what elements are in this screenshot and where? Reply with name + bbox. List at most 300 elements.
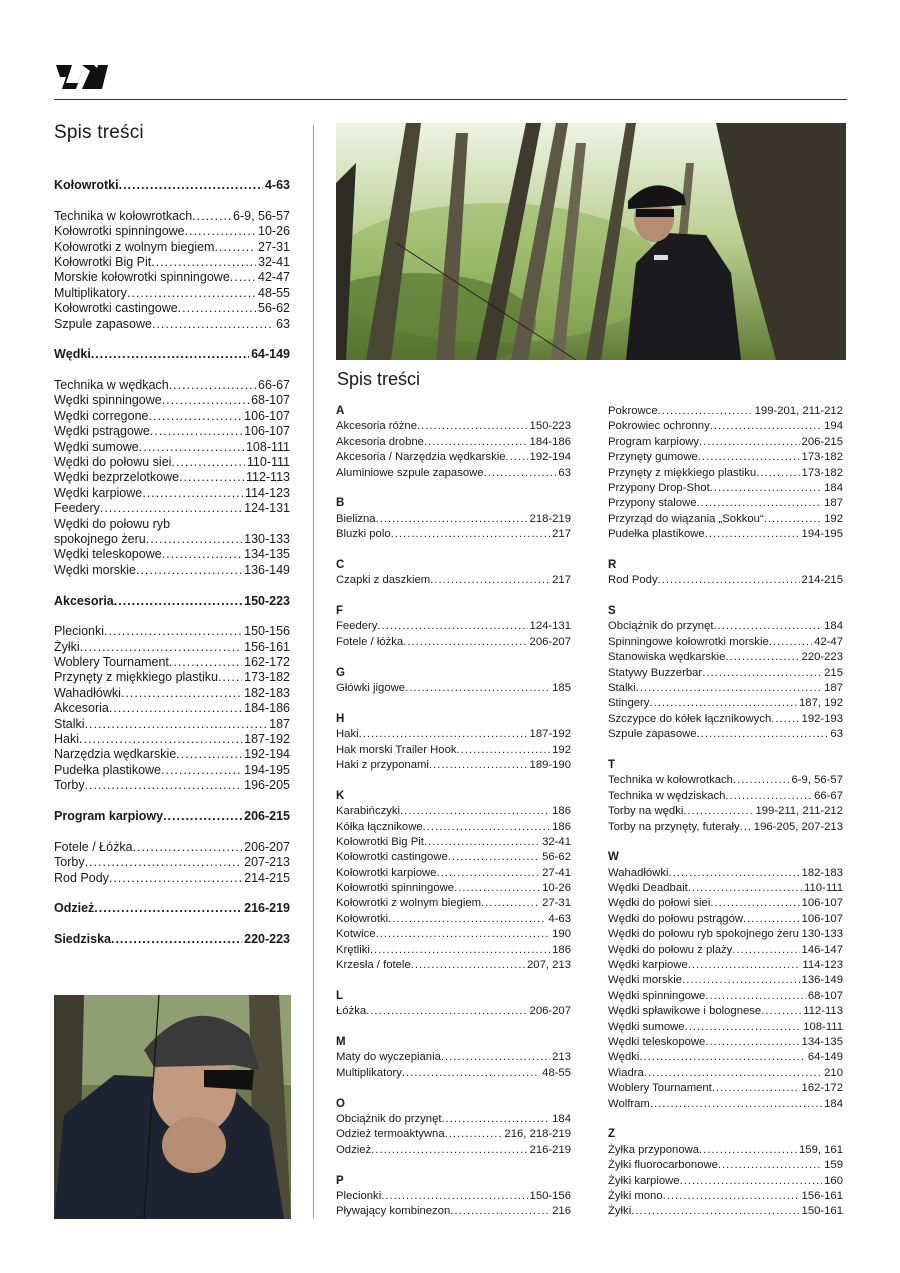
toc-entry-pages: 56-62 bbox=[542, 851, 571, 864]
toc-entry-pages: 66-67 bbox=[814, 789, 843, 802]
toc-entry[interactable] bbox=[54, 901, 290, 916]
toc-entry[interactable] bbox=[608, 958, 843, 973]
toc-entry[interactable] bbox=[336, 1004, 571, 1019]
leader-dots bbox=[743, 912, 800, 927]
leader-dots bbox=[121, 686, 242, 701]
toc-entry[interactable] bbox=[54, 224, 290, 239]
toc-entry-pages: 185 bbox=[552, 682, 571, 695]
toc-entry-pages: 206-207 bbox=[244, 839, 290, 854]
leader-dots bbox=[712, 1081, 800, 1096]
toc-entry[interactable] bbox=[608, 804, 843, 819]
toc-entry-label: Program karpiowy bbox=[608, 435, 700, 448]
toc-entry[interactable] bbox=[54, 178, 290, 193]
toc-entry-label: Kołowrotki karpiowe bbox=[336, 866, 437, 879]
toc-entry-pages: 196-205 bbox=[244, 778, 290, 793]
toc-entry-label: Szczypce do kółek łącznikowych bbox=[608, 712, 772, 725]
index-letter: A bbox=[336, 405, 345, 417]
toc-entry[interactable] bbox=[608, 681, 843, 696]
toc-entry[interactable] bbox=[608, 450, 843, 465]
toc-entry[interactable] bbox=[336, 419, 571, 434]
toc-entry-pages: 187 bbox=[824, 497, 843, 510]
toc-entry-label: Wędki do połowu ryb spokojnego żeru bbox=[608, 928, 799, 941]
index-letter: B bbox=[336, 497, 345, 510]
toc-entry-pages: 192-194 bbox=[244, 747, 290, 762]
toc-entry-pages: 207, 213 bbox=[527, 959, 571, 972]
toc-entry-label: Wędki corregone bbox=[54, 408, 149, 423]
index-letter: F bbox=[336, 605, 344, 618]
toc-entry[interactable] bbox=[54, 532, 290, 547]
leader-dots bbox=[162, 393, 249, 408]
toc-entry-label: Obciążnik do przynęt bbox=[336, 1112, 442, 1125]
toc-entry[interactable] bbox=[336, 866, 571, 881]
toc-entry-pages: 159, 161 bbox=[799, 1143, 843, 1156]
toc-entry[interactable] bbox=[54, 855, 290, 870]
toc-entry[interactable] bbox=[608, 527, 843, 542]
toc-entry[interactable] bbox=[608, 927, 843, 942]
toc-entry[interactable] bbox=[54, 301, 290, 316]
toc-entry-pages: 187-192 bbox=[244, 732, 290, 747]
leader-dots bbox=[163, 809, 242, 824]
toc-entry[interactable] bbox=[608, 1020, 843, 1035]
leader-dots bbox=[359, 727, 528, 742]
leader-dots bbox=[430, 573, 550, 588]
toc-entry[interactable] bbox=[336, 619, 571, 634]
toc-entry[interactable] bbox=[608, 1204, 843, 1219]
toc-entry-label: Haki bbox=[54, 732, 80, 747]
toc-entry[interactable] bbox=[54, 640, 290, 655]
toc-entry[interactable] bbox=[54, 871, 290, 886]
index-letter: M bbox=[336, 1036, 346, 1049]
toc-entry-label: Spinningowe kołowrotki morskie bbox=[608, 635, 769, 648]
toc-entry[interactable] bbox=[608, 650, 843, 665]
toc-entry[interactable] bbox=[608, 866, 843, 881]
toc-entry-label: Kołowrotki z wolnym biegiem bbox=[336, 897, 482, 910]
toc-entry-pages: 4-63 bbox=[548, 912, 571, 925]
leader-dots bbox=[457, 743, 551, 758]
toc-entry[interactable] bbox=[336, 897, 571, 912]
toc-entry[interactable] bbox=[336, 727, 571, 742]
toc-entry-pages: 4-63 bbox=[264, 178, 290, 192]
toc-entry[interactable] bbox=[608, 619, 843, 634]
toc-entry[interactable] bbox=[608, 666, 843, 681]
toc-entry-pages: 217 bbox=[552, 574, 571, 587]
toc-entry[interactable] bbox=[608, 789, 843, 804]
toc-entry[interactable] bbox=[336, 450, 571, 465]
toc-entry-pages: 187, 192 bbox=[799, 697, 843, 710]
toc-entry[interactable] bbox=[608, 897, 843, 912]
toc-entry-label: Program karpiowy bbox=[54, 809, 164, 823]
leader-dots bbox=[370, 943, 550, 958]
toc-entry[interactable] bbox=[336, 1112, 571, 1127]
leader-dots bbox=[699, 1143, 797, 1158]
leader-dots bbox=[152, 317, 274, 332]
toc-entry-label: Wędki sumowe bbox=[608, 1020, 685, 1033]
toc-entry[interactable] bbox=[608, 481, 843, 496]
leader-dots bbox=[688, 881, 802, 896]
toc-entry-label: Fotele / Łóżka bbox=[54, 839, 133, 854]
toc-entry-pages: 194-195 bbox=[801, 528, 843, 541]
toc-entry-label: Wędki morskie bbox=[608, 974, 683, 987]
toc-entry-pages: 186 bbox=[552, 820, 571, 833]
toc-entry-pages: 64-149 bbox=[251, 347, 290, 362]
toc-entry-label: Przynęty z miękkiego plastiku bbox=[54, 670, 218, 685]
toc-entry[interactable] bbox=[54, 255, 290, 270]
toc-entry[interactable] bbox=[336, 881, 571, 896]
leader-dots bbox=[119, 178, 263, 193]
toc-entry-pages: 206-207 bbox=[529, 635, 571, 648]
leader-dots bbox=[436, 866, 540, 881]
toc-entry-label: Rod Pody bbox=[608, 574, 658, 587]
toc-entry-label: Szpule zapasowe bbox=[608, 728, 697, 741]
leader-dots bbox=[400, 804, 550, 819]
toc-entry[interactable] bbox=[54, 409, 290, 424]
toc-entry[interactable] bbox=[336, 1143, 571, 1158]
toc-entry[interactable] bbox=[336, 912, 571, 927]
toc-entry[interactable] bbox=[54, 655, 290, 670]
toc-entry-pages: 216-219 bbox=[244, 901, 290, 916]
toc-entry-pages: 162-172 bbox=[801, 1082, 843, 1095]
toc-entry[interactable] bbox=[608, 989, 843, 1004]
toc-entry[interactable] bbox=[608, 973, 843, 988]
toc-entry-label: Kołowrotki spinningowe bbox=[54, 224, 185, 239]
toc-entry[interactable] bbox=[608, 1097, 843, 1112]
toc-entry-pages: 206-215 bbox=[244, 809, 290, 823]
leader-dots bbox=[176, 747, 242, 762]
toc-entry-label: Feedery bbox=[54, 501, 100, 516]
toc-entry-pages: 112-113 bbox=[245, 470, 290, 485]
leader-dots bbox=[481, 897, 540, 912]
toc-entry[interactable] bbox=[608, 773, 843, 788]
leader-dots bbox=[682, 973, 799, 988]
toc-entry[interactable] bbox=[54, 840, 290, 855]
toc-entry-label: Rod Pody bbox=[54, 870, 109, 885]
toc-entry-pages: 192-194 bbox=[529, 451, 571, 464]
toc-entry[interactable] bbox=[608, 696, 843, 711]
toc-entry-pages: 186 bbox=[552, 943, 571, 956]
leader-dots bbox=[371, 1143, 527, 1158]
toc-entry-label: Technika w wędziskach bbox=[608, 789, 726, 802]
toc-entry-label: Odzież termoaktywna bbox=[336, 1128, 445, 1141]
toc-entry-label: Czapki z daszkiem bbox=[336, 574, 431, 587]
toc-entry-label: Multiplikatory bbox=[54, 285, 127, 300]
leader-dots bbox=[411, 958, 525, 973]
toc-entry[interactable] bbox=[336, 512, 571, 527]
toc-entry[interactable] bbox=[336, 835, 571, 850]
toc-entry-label: Pływający kombinezon bbox=[336, 1205, 451, 1218]
leader-dots bbox=[424, 835, 540, 850]
leader-dots bbox=[85, 778, 243, 793]
toc-entry-pages: 130-133 bbox=[801, 928, 843, 941]
toc-entry[interactable] bbox=[608, 1035, 843, 1050]
toc-entry-label: Stalki bbox=[54, 716, 85, 731]
toc-entry-pages: 48-55 bbox=[542, 1066, 571, 1079]
toc-entry-pages: 66-67 bbox=[258, 378, 290, 393]
toc-entry[interactable] bbox=[608, 1143, 843, 1158]
toc-entry[interactable] bbox=[54, 763, 290, 778]
toc-entry-pages: 64-149 bbox=[807, 1051, 843, 1064]
index-letter: H bbox=[336, 712, 345, 725]
angler-forest-photo bbox=[336, 123, 846, 360]
leader-dots bbox=[424, 435, 528, 450]
toc-entry[interactable] bbox=[54, 393, 290, 408]
index-letter: C bbox=[336, 558, 345, 571]
leader-dots bbox=[149, 409, 243, 424]
toc-entry-pages: 187 bbox=[269, 716, 290, 731]
leader-dots bbox=[639, 1050, 805, 1065]
toc-entry[interactable] bbox=[608, 573, 843, 588]
toc-entry[interactable] bbox=[54, 701, 290, 716]
toc-entry[interactable] bbox=[54, 747, 290, 762]
toc-entry[interactable] bbox=[54, 209, 290, 224]
toc-entry-pages: 162-172 bbox=[244, 655, 290, 670]
leader-dots bbox=[151, 255, 256, 270]
toc-entry-label: Hak morski Trailer Hook bbox=[336, 743, 457, 756]
leader-dots bbox=[136, 563, 242, 578]
index-letter: Z bbox=[608, 1128, 616, 1141]
toc-entry-pages: 187 bbox=[824, 682, 843, 695]
toc-entry[interactable] bbox=[54, 671, 290, 686]
toc-entry-pages: 63 bbox=[276, 316, 290, 331]
toc-entry-pages: 136-149 bbox=[244, 562, 290, 577]
toc-entry[interactable] bbox=[336, 927, 571, 942]
toc-entry-label: Żyłka przyponowa bbox=[608, 1143, 700, 1156]
leader-dots bbox=[685, 1020, 802, 1035]
toc-entry-pages: 196-205, 207-213 bbox=[753, 820, 843, 833]
toc-entry[interactable] bbox=[608, 912, 843, 927]
toc-entry[interactable] bbox=[336, 820, 571, 835]
toc-entry[interactable] bbox=[54, 486, 290, 501]
toc-entry[interactable] bbox=[336, 466, 571, 481]
toc-entry[interactable] bbox=[54, 594, 290, 609]
toc-entry[interactable] bbox=[336, 1204, 571, 1219]
toc-entry-pages: 214-215 bbox=[801, 574, 843, 587]
toc-entry[interactable] bbox=[608, 512, 843, 527]
toc-entry-pages: 114-123 bbox=[802, 959, 843, 972]
toc-entry[interactable] bbox=[336, 527, 571, 542]
leader-dots bbox=[740, 820, 752, 835]
toc-entry-label: Szpule zapasowe bbox=[54, 316, 152, 331]
toc-entry[interactable] bbox=[336, 435, 571, 450]
toc-entry[interactable] bbox=[336, 1066, 571, 1081]
toc-entry-label: Wędki spinningowe bbox=[54, 393, 162, 408]
toc-entry[interactable] bbox=[608, 1189, 843, 1204]
toc-entry[interactable] bbox=[608, 1050, 843, 1065]
toc-entry[interactable] bbox=[54, 501, 290, 516]
toc-section bbox=[54, 809, 290, 886]
toc-entry-label: Aluminiowe szpule zapasowe bbox=[336, 466, 484, 479]
toc-entry[interactable] bbox=[54, 240, 290, 255]
toc-entry-label: Wiadra bbox=[608, 1066, 644, 1079]
leader-dots bbox=[161, 763, 242, 778]
toc-entry[interactable] bbox=[54, 347, 290, 362]
leader-dots bbox=[710, 419, 822, 434]
toc-entry-label: Przypony Drop-Shot bbox=[608, 481, 710, 494]
toc-section bbox=[54, 594, 290, 794]
toc-entry[interactable] bbox=[54, 547, 290, 562]
toc-entry-pages: 150-161 bbox=[801, 1205, 843, 1218]
toc-entry-label: Kołowrotki spinningowe bbox=[336, 882, 455, 895]
toc-entry[interactable] bbox=[608, 1174, 843, 1189]
toc-entry[interactable] bbox=[54, 717, 290, 732]
toc-entry[interactable] bbox=[54, 270, 290, 285]
toc-entry-label: Wahadłówki bbox=[54, 685, 121, 700]
leader-dots bbox=[366, 1004, 527, 1019]
toc-entry-pages: 150-223 bbox=[529, 420, 571, 433]
toc-entry-label: Obciążnik do przynęt bbox=[608, 620, 714, 633]
toc-entry-label: Wędki bbox=[608, 1051, 640, 1064]
toc-entry-label: Karabińczyki bbox=[336, 805, 401, 818]
leader-dots bbox=[650, 1097, 822, 1112]
toc-entry-label: Wędki do połowi siei bbox=[608, 897, 711, 910]
toc-entry-pages: 216-219 bbox=[529, 1143, 571, 1156]
toc-entry[interactable] bbox=[336, 943, 571, 958]
toc-entry[interactable] bbox=[608, 435, 843, 450]
toc-entry[interactable] bbox=[608, 881, 843, 896]
toc-entry[interactable] bbox=[54, 378, 290, 393]
toc-entry[interactable] bbox=[54, 470, 290, 485]
toc-entry[interactable] bbox=[336, 958, 571, 973]
toc-entry-pages: 159 bbox=[824, 1159, 843, 1172]
toc-entry-pages: 216, 218-219 bbox=[504, 1128, 571, 1141]
leader-dots bbox=[100, 501, 242, 516]
toc-entry[interactable] bbox=[54, 932, 290, 947]
toc-entry[interactable] bbox=[608, 943, 843, 958]
toc-entry[interactable] bbox=[54, 732, 290, 747]
toc-entry[interactable] bbox=[54, 686, 290, 701]
toc-entry[interactable] bbox=[336, 850, 571, 865]
toc-entry-pages: 192 bbox=[824, 512, 843, 525]
leader-dots bbox=[725, 650, 799, 665]
leader-dots bbox=[111, 932, 242, 947]
toc-entry-pages: 112-113 bbox=[803, 1005, 843, 1018]
toc-entry-pages: 124-131 bbox=[529, 620, 571, 633]
toc-entry-pages: 186 bbox=[552, 805, 571, 818]
toc-entry[interactable] bbox=[608, 820, 843, 835]
toc-entry-label: Kołowrotki bbox=[54, 178, 119, 192]
toc-entry[interactable] bbox=[608, 1158, 843, 1173]
leader-dots bbox=[94, 901, 242, 916]
leader-dots bbox=[171, 455, 244, 470]
toc-entry-pages: 215 bbox=[824, 666, 843, 679]
toc-entry-label: Przypony stalowe bbox=[608, 497, 697, 510]
toc-entry[interactable] bbox=[54, 455, 290, 470]
header-rule bbox=[54, 99, 847, 100]
toc-entry-label: Akcesoria różne bbox=[336, 420, 417, 433]
toc-entry[interactable] bbox=[608, 404, 843, 419]
toc-entry-pages: 106-107 bbox=[801, 897, 843, 910]
index-letter: T bbox=[608, 758, 616, 771]
leader-dots bbox=[484, 466, 557, 481]
leader-dots bbox=[658, 404, 753, 419]
toc-entry[interactable] bbox=[608, 712, 843, 727]
daiwa-logo-icon bbox=[54, 62, 112, 92]
toc-entry-pages: 218-219 bbox=[529, 512, 571, 525]
index-letter: L bbox=[336, 989, 344, 1002]
toc-entry-label: Stanowiska wędkarskie bbox=[608, 651, 726, 664]
leader-dots bbox=[631, 1204, 799, 1219]
toc-entry[interactable] bbox=[336, 1189, 571, 1204]
toc-entry-label: Wędki spinningowe bbox=[608, 989, 706, 1002]
toc-entry-pages: 134-135 bbox=[801, 1036, 843, 1048]
toc-entry-label: Akcesoria drobne bbox=[336, 435, 424, 448]
toc-entry-label: Haki z przyponami bbox=[336, 758, 429, 771]
toc-entry[interactable] bbox=[336, 804, 571, 819]
toc-entry[interactable] bbox=[608, 419, 843, 434]
leader-dots bbox=[636, 681, 823, 696]
leader-dots bbox=[391, 527, 551, 542]
toc-section bbox=[54, 932, 290, 947]
toc-entry-label: Wędki do połowu z plaży bbox=[608, 943, 733, 956]
toc-entry-pages: 150-223 bbox=[244, 593, 290, 608]
toc-entry-pages: 108-111 bbox=[803, 1020, 843, 1033]
toc-entry[interactable] bbox=[54, 440, 290, 455]
toc-entry[interactable] bbox=[608, 727, 843, 742]
toc-entry[interactable] bbox=[336, 743, 571, 758]
toc-entry-pages: 124-131 bbox=[244, 501, 290, 516]
toc-entry-label: Fotele / łóżka bbox=[336, 635, 404, 648]
toc-entry-label: Kółka łącznikowe bbox=[336, 820, 423, 833]
toc-entry[interactable] bbox=[54, 809, 290, 824]
leader-dots bbox=[150, 424, 242, 439]
toc-entry[interactable] bbox=[608, 635, 843, 650]
toc-entry[interactable] bbox=[608, 1004, 843, 1019]
toc-entry[interactable] bbox=[54, 286, 290, 301]
leader-dots bbox=[376, 927, 551, 942]
toc-entry-label: Plecionki bbox=[336, 1189, 382, 1202]
toc-entry-label: Morskie kołowrotki spinningowe bbox=[54, 270, 230, 285]
toc-entry-pages: 216 bbox=[552, 1205, 571, 1218]
toc-sections bbox=[54, 178, 290, 948]
toc-entry[interactable] bbox=[336, 1050, 571, 1065]
toc-entry-label: Kołowrotki Big Pit bbox=[336, 835, 424, 848]
toc-entry[interactable] bbox=[54, 624, 290, 639]
toc-entry-pages: 68-107 bbox=[251, 393, 290, 408]
leader-dots bbox=[218, 671, 242, 686]
toc-entry-pages: 130-133 bbox=[244, 531, 290, 546]
toc-entry[interactable] bbox=[608, 1066, 843, 1081]
toc-entry[interactable] bbox=[336, 758, 571, 773]
toc-entry[interactable] bbox=[54, 317, 290, 332]
toc-entry-label: Technika w kołowrotkach bbox=[54, 208, 193, 223]
toc-entry[interactable] bbox=[54, 517, 290, 532]
leader-dots bbox=[114, 594, 242, 609]
toc-entry[interactable] bbox=[54, 424, 290, 439]
toc-left-panel bbox=[54, 122, 290, 963]
toc-entry[interactable] bbox=[608, 1081, 843, 1096]
leader-dots bbox=[109, 871, 242, 886]
toc-entry-label: Wędki teleskopowe bbox=[54, 547, 162, 562]
leader-dots bbox=[668, 866, 799, 881]
toc-entry[interactable] bbox=[336, 1127, 571, 1142]
toc-entry[interactable] bbox=[54, 778, 290, 793]
toc-entry-label: Technika w kołowrotkach bbox=[608, 774, 733, 787]
toc-entry-label: Przynęty z miękkiego plastiku bbox=[608, 466, 757, 479]
leader-dots bbox=[450, 1204, 550, 1219]
toc-entry-label: Pokrowce bbox=[608, 404, 658, 417]
toc-entry[interactable] bbox=[608, 466, 843, 481]
toc-entry-pages: 68-107 bbox=[807, 989, 843, 1002]
toc-entry[interactable] bbox=[336, 635, 571, 650]
toc-entry-label: Bluzki polo bbox=[336, 528, 391, 541]
toc-entry[interactable] bbox=[336, 681, 571, 696]
toc-entry-label: Torby na wędki bbox=[608, 805, 684, 818]
toc-entry[interactable] bbox=[336, 573, 571, 588]
toc-entry[interactable] bbox=[608, 496, 843, 511]
toc-entry[interactable] bbox=[54, 563, 290, 578]
toc-entry-label: Wędki karpiowe bbox=[608, 959, 688, 972]
leader-dots bbox=[91, 347, 249, 362]
toc-entry-pages: 108-111 bbox=[245, 439, 290, 454]
